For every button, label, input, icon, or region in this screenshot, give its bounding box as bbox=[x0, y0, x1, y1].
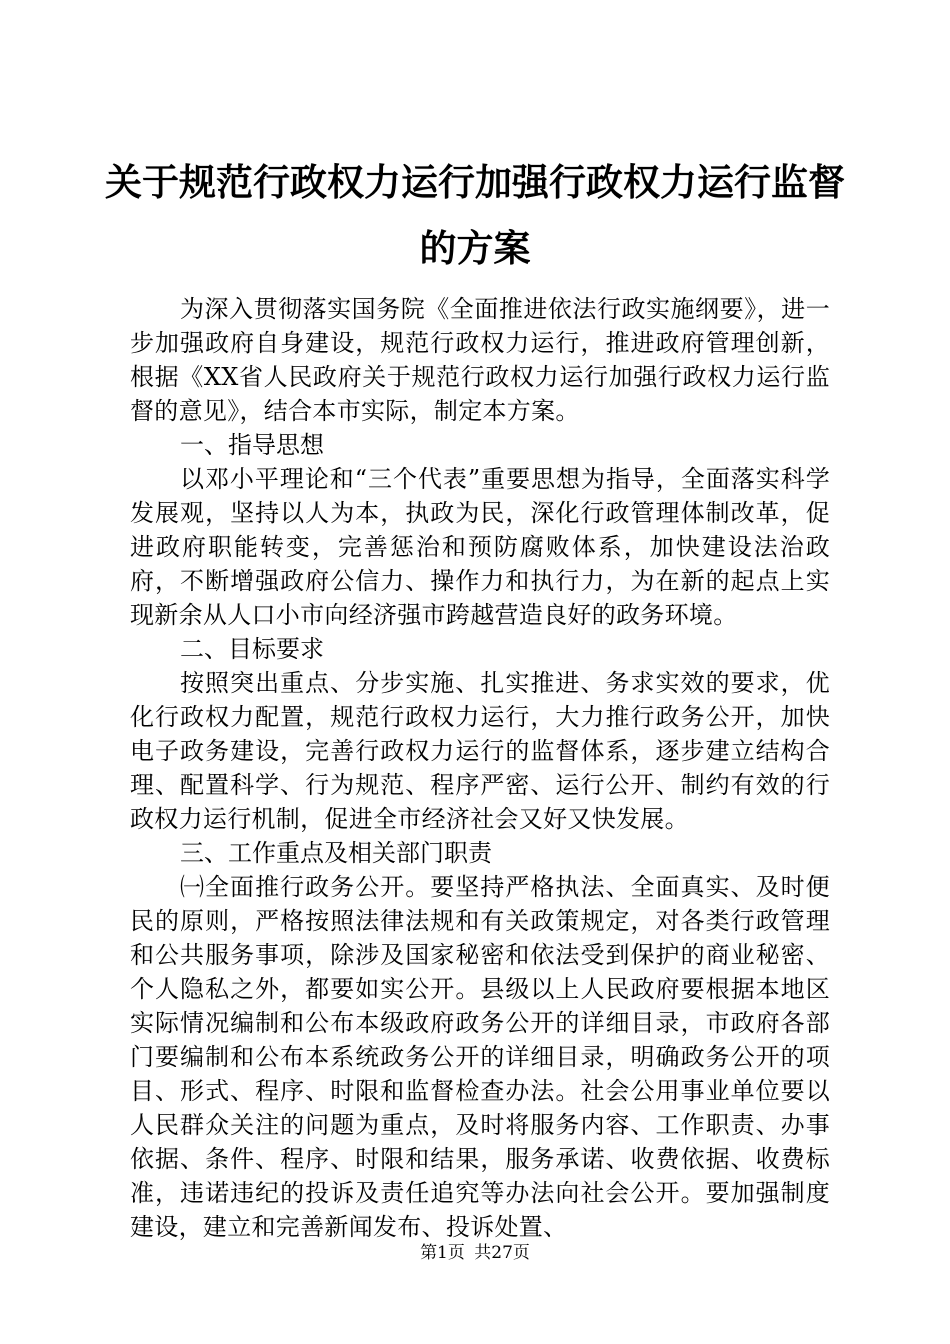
document-body bbox=[130, 292, 830, 1244]
total-pages: 共27页 bbox=[474, 1243, 530, 1263]
page-number: 第1页 bbox=[420, 1243, 465, 1263]
section-heading-goals: 二、目标要求 bbox=[180, 635, 324, 663]
section-heading-guiding-thought: 一、指导思想 bbox=[180, 431, 324, 459]
title-line-2: 的方案 bbox=[419, 227, 531, 270]
title-line-1: 关于规范行政权力运行加强行政权力运行监督 bbox=[105, 161, 845, 204]
intro-paragraph: 为深入贯彻落实国务院《全面推进依法行政实施纲要》，进一步加强政府自身建设，规范行政权力运行，推进政府管理创新，根据《XX省人民政府关于规范行政权力运行加强行政权力运行监督的意见》，结合本市实际，制定本方案。 bbox=[130, 295, 830, 425]
guiding-thought-paragraph: 以邓小平理论和“三个代表”重要思想为指导，全面落实科学发展观，坚持以人为本，执政为民，深化行政管理体制改革，促进政府职能转变，完善惩治和预防腐败体系，加快建设法治政府，不断增强政府公信力、操作力和执行力，为在新的起点上实现新余从人口小市向经济强市跨越营造良好的政务环境。 bbox=[130, 465, 830, 629]
page-footer bbox=[0, 1243, 950, 1263]
work-focus-paragraph: ㈠全面推行政务公开。要坚持严格执法、全面真实、及时便民的原则，严格按照法律法规和有关政策规定，对各类行政管理和公共服务事项，除涉及国家秘密和依法受到保护的商业秘密、个人隐私之外，都要如实公开。县级以上人民政府要根据本地区实际情况编制和公布本级政府政务公开的详细目录，市政府各部门要编制和公布本系统政务公开的详细目录，明确政务公开的项目、形式、程序、时限和监督检查办法。社会公用事业单位要以人民群众关注的问题为重点，及时将服务内容、工作职责、办事依据、条件、程序、时限和结果，服务承诺、收费依据、收费标准，违诺违纪的投诉及责任追究等办法向社会公开。要加强制度建设，建立和完善新闻发布、投诉处置、 bbox=[130, 873, 830, 1241]
section-heading-work-focus: 三、工作重点及相关部门职责 bbox=[180, 839, 492, 867]
goals-paragraph: 按照突出重点、分步实施、扎实推进、务求实效的要求，优化行政权力配置，规范行政权力运行，大力推行政务公开，加快电子政务建设，完善行政权力运行的监督体系，逐步建立结构合理、配置科学、行为规范、程序严密、运行公开、制约有效的行政权力运行机制，促进全市经济社会又好又快发展。 bbox=[130, 669, 830, 833]
document-title bbox=[100, 150, 850, 282]
